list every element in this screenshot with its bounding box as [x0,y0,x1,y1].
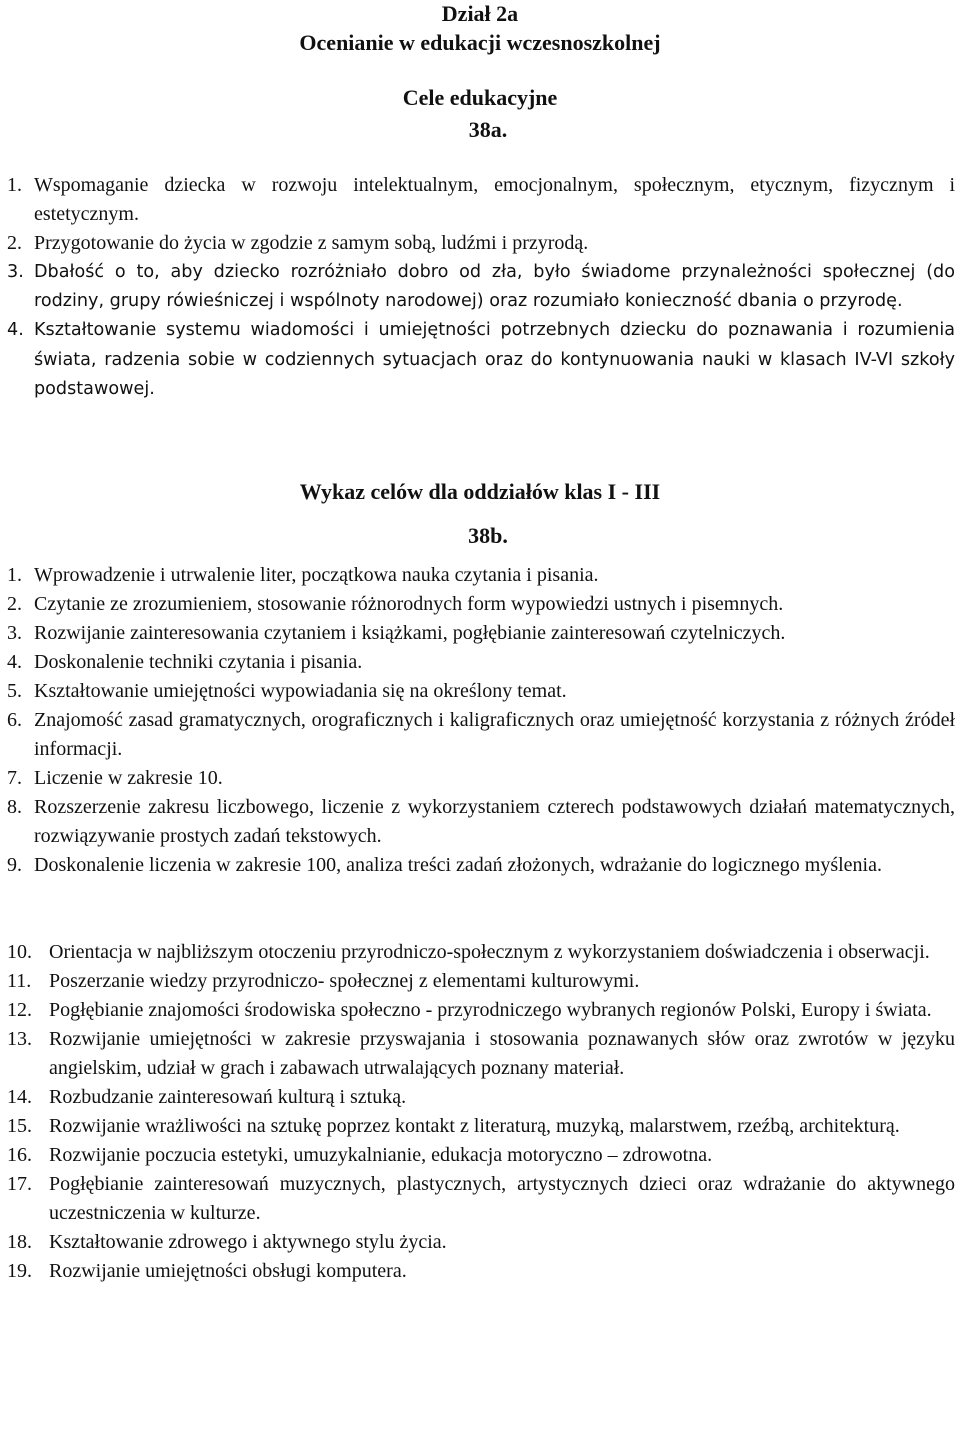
goal-number: 3. [7,262,24,282]
objective-number: 13. [7,1028,32,1050]
paragraph-number: 38b. [468,523,508,548]
objective-item [7,706,955,764]
objective-number: 19. [7,1260,32,1282]
objective-text: Doskonalenie liczenia w zakresie 100, analiza treści zadań złożonych, wdrażanie do logicznego myślenia. [34,854,882,876]
goal-text: Wspomaganie dziecka w rozwoju intelektualnym, emocjonalnym, społecznym, etycznym, fizycznym i estetycznym. [34,174,955,225]
objective-number: 14. [7,1086,32,1108]
objective-item [7,938,955,967]
objective-number: 10. [7,941,32,963]
objective-item [7,1025,955,1083]
objective-item [7,793,955,851]
objective-item [7,1141,955,1170]
objective-text: Pogłębianie zainteresowań muzycznych, plastycznych, artystycznych dzieci oraz wdrażanie do aktywnego uczestniczenia w kulturze. [49,1173,955,1224]
objective-text: Rozwijanie zainteresowania czytaniem i książkami, pogłębianie zainteresowań czytelniczych. [34,622,786,644]
goal-number: 1. [7,174,22,196]
objective-item [7,851,955,880]
goal-item [7,258,955,316]
goals-heading: Cele edukacyjne [402,85,558,110]
section-title: Dział 2a [441,1,519,26]
objective-number: 2. [7,593,22,615]
objective-item [7,590,955,619]
goal-item [7,171,955,229]
objective-item [7,677,955,706]
goal-number: 2. [7,232,22,254]
objective-text: Doskonalenie techniki czytania i pisania. [34,651,363,673]
objective-text: Rozwijanie poczucia estetyki, umuzykalnianie, edukacja motoryczno – zdrowotna. [49,1144,713,1166]
objective-text: Rozszerzenie zakresu liczbowego, liczenie z wykorzystaniem czterech podstawowych działań matematycznych, rozwiązywanie prostych zadań tekstowych. [34,796,955,847]
objective-number: 15. [7,1115,32,1137]
paragraph-number: 38a. [468,117,508,142]
objective-text: Orientacja w najbliższym otoczeniu przyrodniczo-społecznym z wykorzystaniem doświadczenia i obserwacji. [49,941,930,963]
objective-text: Rozwijanie umiejętności obsługi komputera. [49,1260,407,1282]
objectives-list-1-9 [7,561,955,880]
objective-number: 6. [7,709,22,731]
objectives-heading: Wykaz celów dla oddziałów klas I - III [299,479,661,504]
goal-text: Kształtowanie systemu wiadomości i umiejętności potrzebnych dziecku do poznawania i rozumienia świata, radzenia sobie w codziennych sytuacjach oraz do kontynuowania nauki w klasach IV-VI szkoły podstawowej. [34,320,955,399]
goal-item [7,229,955,258]
objective-number: 16. [7,1144,32,1166]
objective-number: 3. [7,622,22,644]
objective-text: Pogłębianie znajomości środowiska społeczno - przyrodniczego wybranych regionów Polski, Europy i świata. [49,999,932,1021]
objective-number: 5. [7,680,22,702]
objective-text: Rozwijanie wrażliwości na sztukę poprzez kontakt z literaturą, muzyką, malarstwem, rzeźbą, architekturą. [49,1115,900,1137]
objective-number: 9. [7,854,22,876]
objective-item [7,648,955,677]
goal-text: Dbałość o to, aby dziecko rozróżniało dobro od zła, było świadome przynależności społecznej (do rodziny, grupy rówieśniczej i wspólnoty narodowej) oraz rozumiało konieczność dbania o przyrodę. [34,262,955,312]
objectives-list-10-19 [7,938,955,1286]
objective-text: Kształtowanie zdrowego i aktywnego stylu życia. [49,1231,447,1253]
objective-item [7,996,955,1025]
objective-number: 7. [7,767,22,789]
objective-text: Rozwijanie umiejętności w zakresie przyswajania i stosowania poznawanych słów oraz zwrotów w języku angielskim, udział w grach i zabawach utrwalających poznany materiał. [49,1028,955,1079]
objective-number: 18. [7,1231,32,1253]
objective-text: Znajomość zasad gramatycznych, orograficznych i kaligraficznych oraz umiejętność korzystania z różnych źródeł informacji. [34,709,955,760]
objective-number: 1. [7,564,22,586]
objective-number: 12. [7,999,32,1021]
goal-item [7,316,955,404]
section-subtitle: Ocenianie w edukacji wczesnoszkolnej [299,30,661,55]
goal-text: Przygotowanie do życia w zgodzie z samym sobą, ludźmi i przyrodą. [34,232,589,254]
objective-item [7,1112,955,1141]
objective-number: 8. [7,796,22,818]
objective-text: Czytanie ze zrozumieniem, stosowanie różnorodnych form wypowiedzi ustnych i pisemnych. [34,593,784,615]
objective-item [7,619,955,648]
objective-item [7,967,955,996]
objective-item [7,764,955,793]
objective-text: Poszerzanie wiedzy przyrodniczo- społecznej z elementami kulturowymi. [49,970,640,992]
objective-text: Liczenie w zakresie 10. [34,767,223,789]
goal-number: 4. [7,320,24,341]
objective-text: Rozbudzanie zainteresowań kulturą i sztuką. [49,1086,407,1108]
objective-item [7,1257,955,1286]
objective-item [7,1228,955,1257]
objective-item [7,561,955,590]
objective-number: 11. [7,970,32,992]
objective-item [7,1170,955,1228]
goals-list [7,171,955,404]
objective-number: 4. [7,651,22,673]
objective-number: 17. [7,1173,32,1195]
objective-text: Wprowadzenie i utrwalenie liter, początkowa nauka czytania i pisania. [34,564,599,586]
objective-item [7,1083,955,1112]
objective-text: Kształtowanie umiejętności wypowiadania się na określony temat. [34,680,567,702]
